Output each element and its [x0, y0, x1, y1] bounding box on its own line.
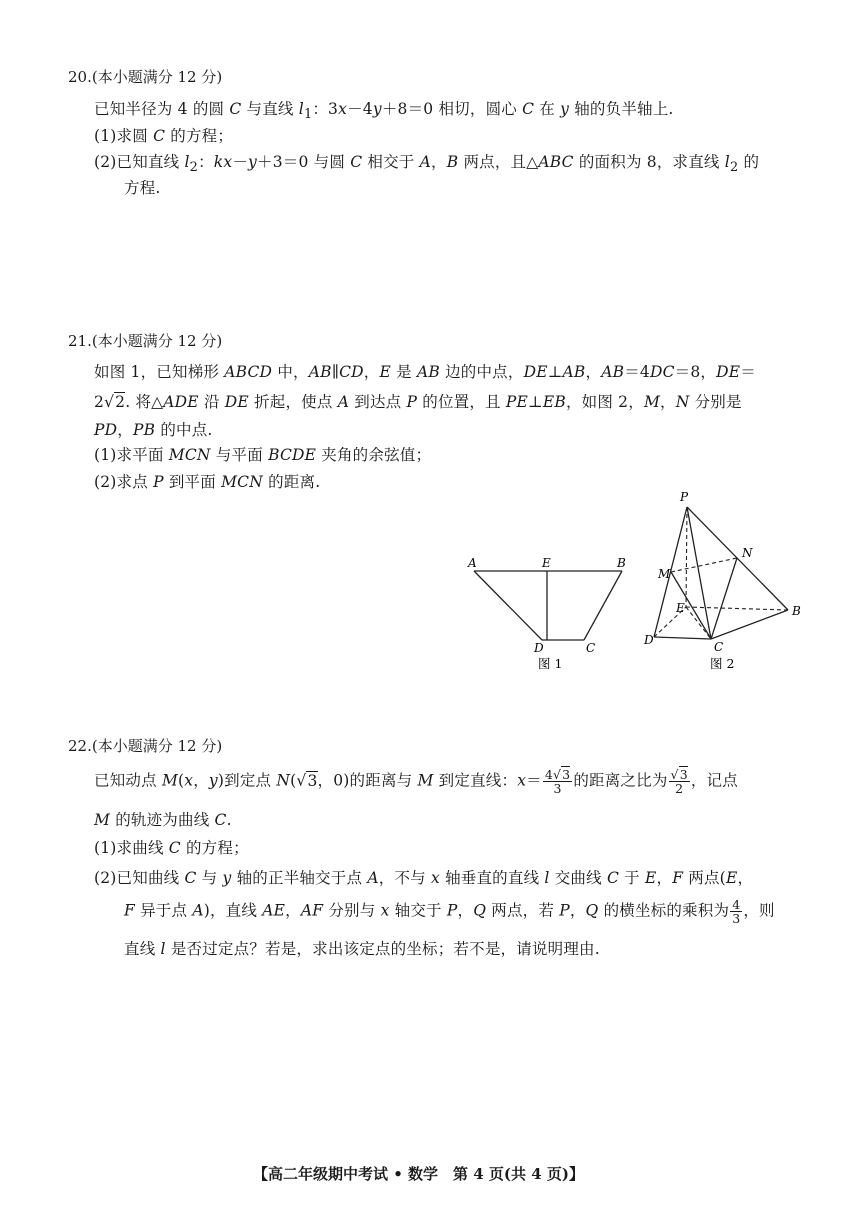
q20-header: 20.(本小题满分 12 分) [68, 68, 223, 86]
q21-header: 21.(本小题满分 12 分) [68, 332, 223, 350]
q22-stem-line2: M 的轨迹为曲线 C. [94, 811, 232, 829]
fig1-label-D: D [534, 641, 544, 655]
fig1-label-E: E [542, 556, 551, 570]
figure-1-trapezoid [462, 552, 642, 672]
q20-stem: 已知半径为 4 的圆 C 与直线 $l_1$：3x－4y＋8＝0 相切，圆心 C 在 y 轴的负半轴上. [94, 100, 674, 123]
fig1-label-C: C [586, 641, 596, 655]
q21-stem-line2: 2√2. 将△ADE 沿 DE 折起，使点 A 到达点 P 的位置，且 PE⊥EB，如图 2，M，N 分别是 [94, 393, 742, 411]
q20-part1: (1)求圆 C 的方程； [94, 127, 234, 145]
q22-part1: (1)求曲线 C 的方程； [94, 839, 249, 857]
figure-2-pyramid [640, 487, 810, 677]
fraction-4sqrt3-over-3: $\frac{4√3}{3}$ [544, 767, 571, 797]
q21-part2: (2)求点 P 到平面 MCN 的距离. [94, 473, 321, 491]
fig2-label-P: P [680, 490, 689, 504]
q21-part1: (1)求平面 MCN 与平面 BCDE 夹角的余弦值； [94, 446, 432, 464]
fig1-label-A: A [468, 556, 477, 570]
q21-stem-line1: 如图 1，已知梯形 ABCD 中，AB∥CD，E 是 AB 边的中点，DE⊥AB，AB＝4DC＝8，DE＝ [94, 363, 756, 381]
q22-stem-line1: 已知动点 M(x，y)到定点 N(√3，0)的距离与 M 到定直线：x＝ $\frac{4√3}{3}$ 的距离之比为 $\frac{√3}{2}$ ，记点 [94, 767, 738, 797]
q20-part2-cont: 方程. [124, 179, 161, 197]
fig1-caption: 图 1 [538, 656, 563, 671]
fig2-label-D: D [644, 633, 654, 647]
q22-header: 22.(本小题满分 12 分) [68, 737, 223, 755]
q20-part2: (2)已知直线 $l_2$：kx－y＋3＝0 与圆 C 相交于 A，B 两点，且△ABC 的面积为 8，求直线 $l_2$ 的 [94, 153, 760, 176]
q22-part2-line3: 直线 l 是否过定点？若是，求出该定点的坐标；若不是，请说明理由. [124, 940, 600, 958]
fraction-sqrt3-over-2: $\frac{√3}{2}$ [670, 767, 688, 797]
q22-part2-line2: F 异于点 A)，直线 AE，AF 分别与 x 轴交于 P，Q 两点，若 P，Q 的横坐标的乘积为 $\frac{4}{3}$ ，则 [124, 897, 775, 927]
fig2-label-M: M [658, 567, 671, 581]
page-footer: 【高二年级期中考试 • 数学 第 4 页(共 4 页)】 [253, 1165, 584, 1183]
fig2-label-C: C [714, 640, 724, 654]
fig2-caption: 图 2 [710, 656, 735, 671]
q21-stem-line3: PD，PB 的中点. [94, 421, 213, 439]
fig2-label-N: N [742, 546, 753, 560]
fig1-label-B: B [617, 556, 626, 570]
fig2-label-E: E [676, 601, 685, 615]
fig2-label-B: B [792, 604, 801, 618]
q22-part2-line1: (2)已知曲线 C 与 y 轴的正半轴交于点 A，不与 x 轴垂直的直线 l 交曲线 C 于 E，F 两点(E， [94, 869, 754, 887]
fraction-4-over-3: $\frac{4}{3}$ [732, 897, 741, 927]
